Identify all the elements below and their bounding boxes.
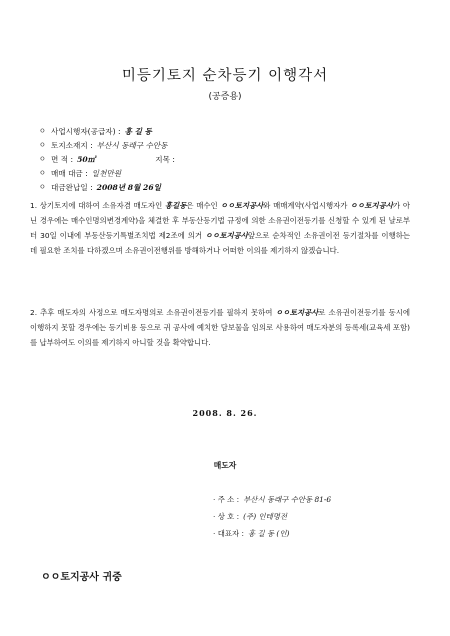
- bullet-icon: ㅇ: [39, 127, 46, 135]
- paragraph-2: [30, 305, 410, 350]
- paragraph-text: 상기토지에 대하여 소유자겸 매도자인: [37, 201, 165, 210]
- paragraph-text: 앞으로 순차적인 소유권이전 등기절차를 이행하는데 필요한 조치를 다하겠으며 소유권이전행위를 방해하거나 어떠한 이의를 제기하지 않겠습니다.: [30, 231, 410, 255]
- info-value: 2008년 8월 26일: [96, 182, 161, 192]
- property-info-list: [39, 124, 409, 194]
- paragraph-text: 가 아닌 경우에는 매수인명의변경계약)을 체결한 후 부동산등기법 규정에 의한 소유권이전등기를 신청할 수 있게 된 날로부터 30일 이내에 부동산등기특별조치법 제2조에 의거: [30, 201, 410, 240]
- document-date: 2008. 8. 26.: [192, 408, 258, 418]
- info-value: 홍 길 동: [124, 126, 152, 136]
- paragraph-1: [30, 198, 410, 258]
- paragraph-text: 와 매매계약(사업시행자가: [263, 201, 351, 210]
- recipient-footer: ㅇㅇ토지공사 귀중: [41, 572, 122, 583]
- info-value: 부산시 동래구 수안동: [96, 140, 168, 150]
- seller-label: · 대표자 :: [213, 529, 244, 538]
- handwritten-company: ㅇㅇ토지공사: [350, 201, 393, 210]
- seller-row-company: [213, 508, 413, 525]
- info-label: 면 적 :: [51, 154, 74, 164]
- seller-label: · 상 호 :: [213, 512, 240, 521]
- info-value: 일천만원: [91, 168, 122, 178]
- info-label: 매매 대금 :: [51, 168, 88, 178]
- seller-value: 부산시 동래구 수안동 81-6: [243, 495, 332, 504]
- seller-info: [213, 491, 413, 542]
- seller-label: · 주 소 :: [213, 495, 240, 504]
- handwritten-company: ㅇㅇ토지공사: [220, 201, 264, 210]
- bullet-icon: ㅇ: [39, 141, 46, 149]
- info-label: 토지소재지 :: [51, 140, 93, 150]
- seller-value: 홍 길 동 (인): [247, 529, 290, 538]
- info-label: 대금완납일 :: [51, 182, 93, 192]
- bullet-icon: ㅇ: [39, 155, 46, 163]
- info-land-category-label: 지목 :: [155, 154, 175, 164]
- info-row-area: [39, 152, 409, 166]
- document-subtitle: (공증용): [208, 92, 242, 102]
- seller-row-representative: [213, 525, 413, 542]
- seller-value: (주) 인테명전: [243, 512, 287, 521]
- paragraph-text: 추후 매도자의 사정으로 매도자명의로 소유권이전등기를 필하지 못하여: [37, 308, 276, 317]
- paragraph-number: 1.: [30, 201, 38, 210]
- handwritten-company: ㅇㅇ토지공사: [275, 308, 319, 317]
- seller-heading: 매도자: [213, 461, 237, 470]
- info-row-payment-date: [39, 180, 409, 194]
- info-value: 50㎡: [77, 154, 96, 164]
- handwritten-company: ㅇㅇ토지공사: [205, 231, 248, 240]
- info-row-location: [39, 138, 409, 152]
- paragraph-text: 로 소유권이전등기를 동시에 이행하지 못할 경우에는 등기비용 등으로 귀 공사에 예치한 담보물을 임의로 사용하여 매도자분의 등록세(교육세 포함)를 납부하여도 이의를 제기하지 아니할 것을 확약합니다.: [30, 308, 411, 347]
- paragraph-text: 은 매수인: [186, 201, 221, 210]
- handwritten-name: 홍길동: [164, 201, 187, 210]
- info-row-price: [39, 166, 409, 180]
- paragraph-number: 2.: [30, 308, 38, 317]
- bullet-icon: ㅇ: [39, 169, 46, 177]
- bullet-icon: ㅇ: [39, 183, 46, 191]
- info-label: 사업시행자(공급자) :: [51, 126, 121, 136]
- info-row-developer: [39, 124, 409, 138]
- document-title: 미등기토지 순차등기 이행각서: [121, 68, 329, 84]
- seller-row-address: [213, 491, 413, 508]
